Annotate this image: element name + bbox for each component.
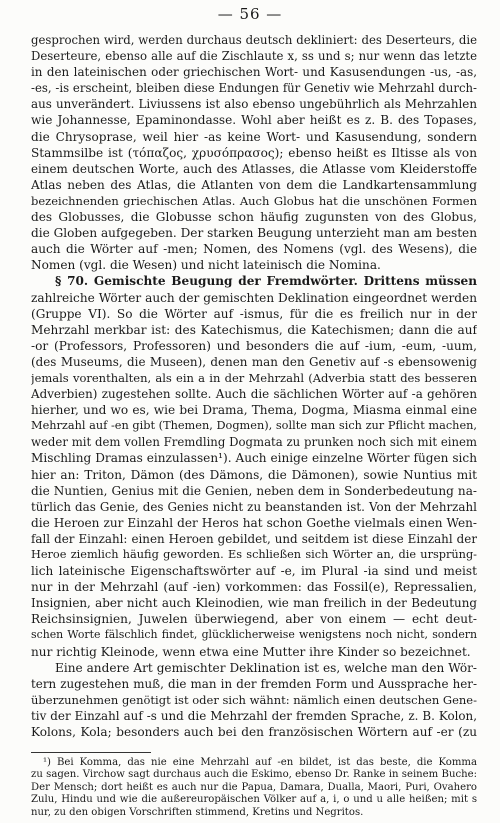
text-line: die Nuntien, Genius mit die Genien, neben dem in Sonderbedeutung na- xyxy=(31,483,477,498)
text-line: hier an: Triton, Dämon (des Dämons, die Dämonen), sowie Nuntius mit xyxy=(31,467,477,482)
text-line: (des Museums, die Museen), denen man den Genetiv auf -s ebensowenig xyxy=(31,354,477,369)
text-line: Heroe ziemlich häufig geworden. Es schließen sich Wörter an, die ursprüng- xyxy=(31,548,477,561)
text-line: aus unverändert. Liviussens ist also ebenso ungebührlich als Mehrzahlen xyxy=(31,97,477,112)
text-line: Reichsinsignien, Juwelen überwiegend, aber von einem — echt deut- xyxy=(31,612,477,627)
text-line: des Globusses, die Globusse schon häufig zugunsten von des Globus, xyxy=(31,210,477,225)
text-line: die Chrysoprase, weil hier -as keine Wort- und Kasusendung, sondern xyxy=(31,129,477,144)
footnotes xyxy=(31,757,477,819)
text-line: Nomen (vgl. die Wesen) und nicht lateinisch die Nomina. xyxy=(31,258,381,273)
text-line: überzunehmen genötigt ist oder sich wähnt: nämlich einen deutschen Gene- xyxy=(31,692,477,707)
text-line: hierher, und wo es, wie bei Drama, Thema, Dogma, Miasma einmal eine xyxy=(31,403,477,418)
text-line: Atlas neben des Atlas, die Atlanten von dem die Landkartensammlung xyxy=(31,177,477,192)
text-line: Stammsilbe ist (τόπαζος, χρυσόπρασος); ebenso heißt es Iltisse als von xyxy=(31,145,477,160)
footnote-line: zu sagen. Virchow sagt durchaus auch die Eskimo, ebenso Dr. Ranke in seinem Buche: xyxy=(31,769,477,781)
text-line: gesprochen wird, werden durchaus deutsch dekliniert: des Deserteurs, die xyxy=(31,33,477,47)
text-line: türlich das Genie, des Genies nicht zu beanstanden ist. Von der Mehrzahl xyxy=(31,499,477,514)
text-line: die Globen aufgegeben. Der starken Beugung unterzieht man am besten xyxy=(31,226,477,241)
text-line: Mischling Dramas einzulassen¹). Auch einige einzelne Wörter fügen sich xyxy=(31,451,477,466)
text-line: zahlreiche Wörter auch der gemischten Deklination eingeordnet werden xyxy=(31,290,477,305)
text-line: Adverbien) zugestehen sollte. Auch die sächlichen Wörter auf -a gehören xyxy=(31,387,477,402)
footnote-line: ¹) Bei Komma, das nie eine Mehrzahl auf -en bildet, ist das beste, die Komma xyxy=(43,757,477,768)
text-line: -or (Professors, Professoren) und besonders die auf -ium, -eum, -uum, xyxy=(31,338,477,353)
text-line: jemals vorenthalten, als ein a in der Mehrzahl (Adverbia statt des besseren xyxy=(31,370,477,385)
text-line: Eine andere Art gemischter Deklination ist es, welche man den Wör- xyxy=(55,660,477,675)
text-line: in den lateinischen oder griechischen Wort- und Kasusendungen -us, -as, xyxy=(31,65,477,80)
section-heading: § 70. Gemischte Beugung der Fremdwörter. Drittens müssen xyxy=(55,274,477,289)
text-line: Mehrzahl merkbar ist: des Katechismus, die Katechismen; dann die auf xyxy=(31,322,477,337)
text-line: bezeichnenden griechischen Atlas. Auch Globus hat die unschönen Formen xyxy=(31,193,477,208)
text-line: lich lateinische Eigenschaftswörter auf -e, im Plural -ia sind und meist xyxy=(31,564,477,579)
text-line: nur in der Mehrzahl (auf -ien) vorkommen: das Fossil(e), Repressalien, xyxy=(31,580,477,595)
text-line: Insignien, aber nicht auch Kleinodien, wie man freilich in der Bedeutung xyxy=(31,596,477,611)
text-line: Kolons, Kola; besonders auch bei den französischen Wörtern auf -er (zu xyxy=(31,725,477,740)
text-line: einem deutschen Worte, auch des Atlasses, die Atlasse vom Kleiderstoffe xyxy=(31,161,477,176)
text-line: die Heroen zur Einzahl der Heros hat schon Goethe vielmals einen Wen- xyxy=(31,515,477,530)
footnote-divider xyxy=(31,752,151,753)
text-line: schen Worte fälschlich findet, glücklicherweise wenigstens noch nicht, sondern xyxy=(31,628,477,642)
text-line: auch die Wörter auf -men; Nomen, des Nomens (vgl. des Wesens), die xyxy=(31,242,477,257)
page-number: — 56 — xyxy=(217,5,283,23)
text-line: -es, -is erscheint, bleiben diese Endungen für Genetiv wie Mehrzahl durch- xyxy=(31,81,477,96)
text-line: tiv der Einzahl auf -s und die Mehrzahl der fremden Sprache, z. B. Kolon, xyxy=(31,708,477,723)
text-line: nur richtig Kleinode, wenn etwa eine Mutter ihre Kinder so bezeichnet. xyxy=(31,644,471,659)
text-line: (Gruppe VI). So die Wörter auf -ismus, für die es freilich nur in der xyxy=(31,306,477,321)
text-line: weder mit dem vollen Fremdling Dogmata zu prunken noch sich mit einem xyxy=(31,435,477,450)
footnote-line: Der Mensch; dort heißt es auch nur die Papua, Damara, Dualla, Maori, Puri, Ovahero xyxy=(31,781,477,793)
text-line: Mehrzahl auf -en gibt (Themen, Dogmen), sollte man sich zur Pflicht machen, xyxy=(31,419,477,433)
text-line: Deserteure, ebenso alle auf die Zischlaute x, ss und s; nur wenn das letzte xyxy=(31,49,477,64)
footnote-line: Zulu, Hindu und wie die außereuropäischen Völker auf a, i, o und u alle heißen; mit s xyxy=(31,794,477,806)
footnote-line: nur, zu den obigen Vorschriften stimmend, Kretins und Negritos. xyxy=(31,806,364,818)
text-line: fall der Einzahl: einen Heroen gebildet, und seitdem ist diese Einzahl der xyxy=(31,531,477,546)
text-line: wie Johannesse, Epaminondasse. Wohl aber heißt es z. B. des Topases, xyxy=(31,113,477,128)
body-text xyxy=(31,32,477,740)
text-line: tern zugestehen muß, die man in der fremden Form und Aussprache her- xyxy=(31,676,477,691)
